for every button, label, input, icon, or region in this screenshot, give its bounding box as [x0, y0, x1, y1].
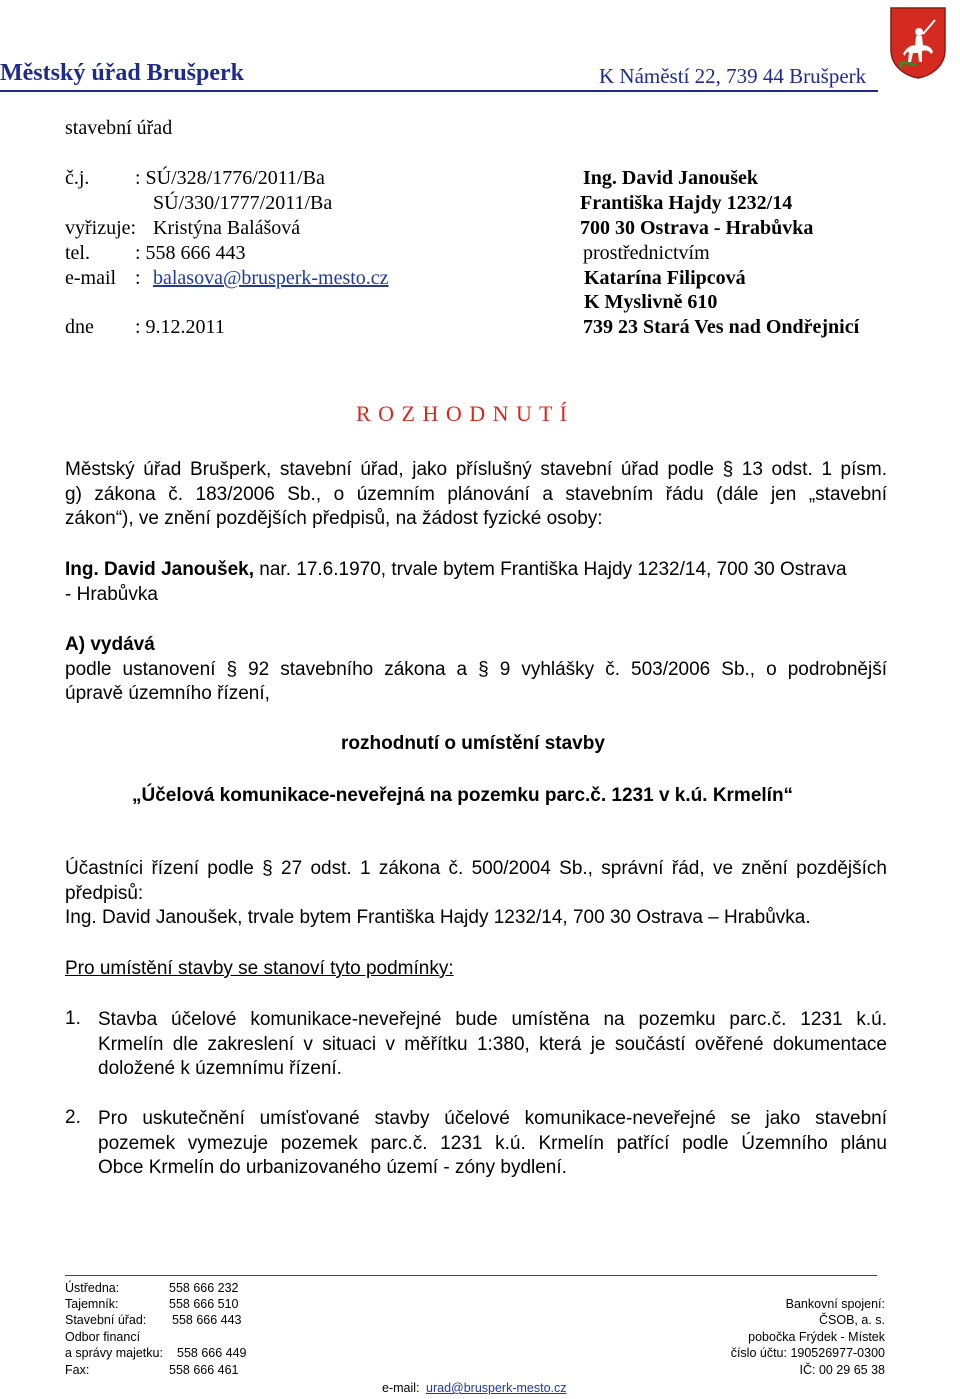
intro-line: g) zákona č. 183/2006 Sb., o územním plánování a stavebním řádu (dále jen „stavební — [65, 483, 887, 505]
cj-value-2: SÚ/330/1777/2011/Ba — [153, 192, 333, 214]
intro-line: zákon“), ve znění pozdějších předpisů, na žádost fyzické osoby: — [65, 508, 603, 530]
conditions-heading: Pro umístění stavby se stanoví tyto podmínky: — [65, 958, 454, 979]
applicant-line: - Hrabůvka — [65, 583, 158, 605]
footer-label: Stavební úřad: — [65, 1313, 147, 1327]
footer-label: Fax: — [65, 1363, 90, 1377]
department-label: stavební úřad — [65, 117, 173, 139]
handles-label: vyřizuje: — [65, 217, 137, 239]
participants-line: Ing. David Janoušek, trvale bytem Františka Hajdy 1232/14, 700 30 Ostrava – Hrabůvka. — [65, 907, 811, 929]
project-name: „Účelová komunikace-neveřejná na pozemku parc.č. 1231 v k.ú. Krmelín“ — [132, 785, 794, 806]
footer-bank-label: Bankovní spojení: — [785, 1297, 885, 1311]
footer-ico: IČ: 00 29 65 38 — [799, 1363, 885, 1377]
footer-label: Odbor financí — [65, 1330, 141, 1344]
handles-value: Kristýna Balášová — [153, 217, 301, 239]
decision-title: R O Z H O D N U T Í — [356, 401, 568, 426]
decision-subtitle: rozhodnutí o umístění stavby — [341, 733, 605, 754]
cj-label: č.j. — [65, 167, 90, 189]
recipient-city: 700 30 Ostrava - Hrabůvka — [580, 217, 814, 239]
header-rule — [0, 90, 878, 92]
agent-name: Katarína Filipcová — [584, 267, 746, 289]
condition-number: 1. — [65, 1008, 81, 1029]
intro-paragraph — [65, 458, 887, 532]
applicant-paragraph — [65, 558, 887, 607]
footer-label: a správy majetku: — [65, 1346, 163, 1360]
section-a-heading: A) vydává — [65, 634, 155, 655]
footer-value: 558 666 449 — [177, 1346, 247, 1360]
date-label: dne — [65, 316, 94, 338]
condition-line: Pro uskutečnění umísťované stavby účelové komunikace-neveřejné se jako stavební — [98, 1108, 887, 1129]
participants-line: předpisů: — [65, 882, 144, 904]
condition-number: 2. — [65, 1107, 81, 1128]
section-a — [65, 633, 887, 707]
agent-street: K Myslivně 610 — [584, 291, 718, 313]
condition-item — [98, 1107, 887, 1181]
email-separator: : — [135, 267, 141, 289]
footer-email-label: e-mail: — [382, 1381, 420, 1395]
recipient-via: prostřednictvím — [583, 242, 710, 264]
cj-value: : SÚ/328/1776/2011/Ba — [135, 167, 325, 189]
recipient-name: Ing. David Janoušek — [583, 167, 759, 189]
footer-value: 558 666 461 — [169, 1363, 239, 1377]
section-a-line: podle ustanovení § 92 stavebního zákona a § 9 vyhlášky č. 503/2006 Sb., o podrobnější — [65, 658, 887, 680]
recipient-street: Františka Hajdy 1232/14 — [580, 192, 793, 214]
applicant-name: Ing. David Janoušek, — [65, 559, 254, 580]
date-value: : 9.12.2011 — [135, 316, 225, 338]
condition-line: Stavba účelové komunikace-neveřejné bude umístěna na pozemku parc.č. 1231 k.ú. — [98, 1009, 887, 1030]
footer-label: Tajemník: — [65, 1297, 119, 1311]
footer-value: 558 666 232 — [169, 1281, 239, 1295]
footer-bank-branch: pobočka Frýdek - Místek — [748, 1330, 885, 1344]
condition-line: pozemek vymezuje pozemek parc.č. 1231 k.ú. Krmelín patřící podle Územního plánu — [98, 1132, 887, 1154]
tel-label: tel. — [65, 242, 90, 264]
office-address: K Náměstí 22, 739 44 Brušperk — [599, 64, 867, 88]
footer-label: Ústředna: — [65, 1281, 120, 1295]
email-link[interactable]: balasova@brusperk-mesto.cz — [153, 267, 389, 289]
office-title: Městský úřad Brušperk — [0, 60, 245, 86]
participants-line: Účastníci řízení podle § 27 odst. 1 zákona č. 500/2004 Sb., správní řád, ve znění pozdějších — [65, 858, 887, 879]
section-a-line: úpravě územního řízení, — [65, 683, 270, 705]
footer-email-link[interactable]: urad@brusperk-mesto.cz — [426, 1381, 567, 1395]
condition-line: Obce Krmelín do urbanizovaného území - zóny bydlení. — [98, 1157, 567, 1179]
tel-value: : 558 666 443 — [135, 242, 246, 264]
footer-bank-name: ČSOB, a. s. — [819, 1313, 885, 1327]
footer-account: číslo účtu: 190526977-0300 — [730, 1346, 885, 1360]
condition-item — [98, 1008, 887, 1082]
agent-city: 739 23 Stará Ves nad Ondřejnicí — [583, 316, 860, 338]
town-coat-of-arms-icon — [889, 6, 947, 80]
participants-paragraph — [65, 857, 887, 931]
condition-line: doložené k územnímu řízení. — [98, 1058, 342, 1080]
applicant-details: nar. 17.6.1970, trvale bytem Františka Hajdy 1232/14, 700 30 Ostrava — [254, 559, 847, 580]
footer-value: 558 666 443 — [172, 1313, 242, 1327]
footer-value: 558 666 510 — [169, 1297, 239, 1311]
footer-rule — [65, 1275, 877, 1276]
email-label: e-mail — [65, 267, 117, 289]
intro-line: Městský úřad Brušperk, stavební úřad, jako příslušný stavební úřad podle § 13 odst. 1 písm. — [65, 459, 887, 480]
condition-line: Krmelín dle zakreslení v situaci v měřítku 1:380, která je součástí ověřené dokumentace — [98, 1033, 887, 1055]
